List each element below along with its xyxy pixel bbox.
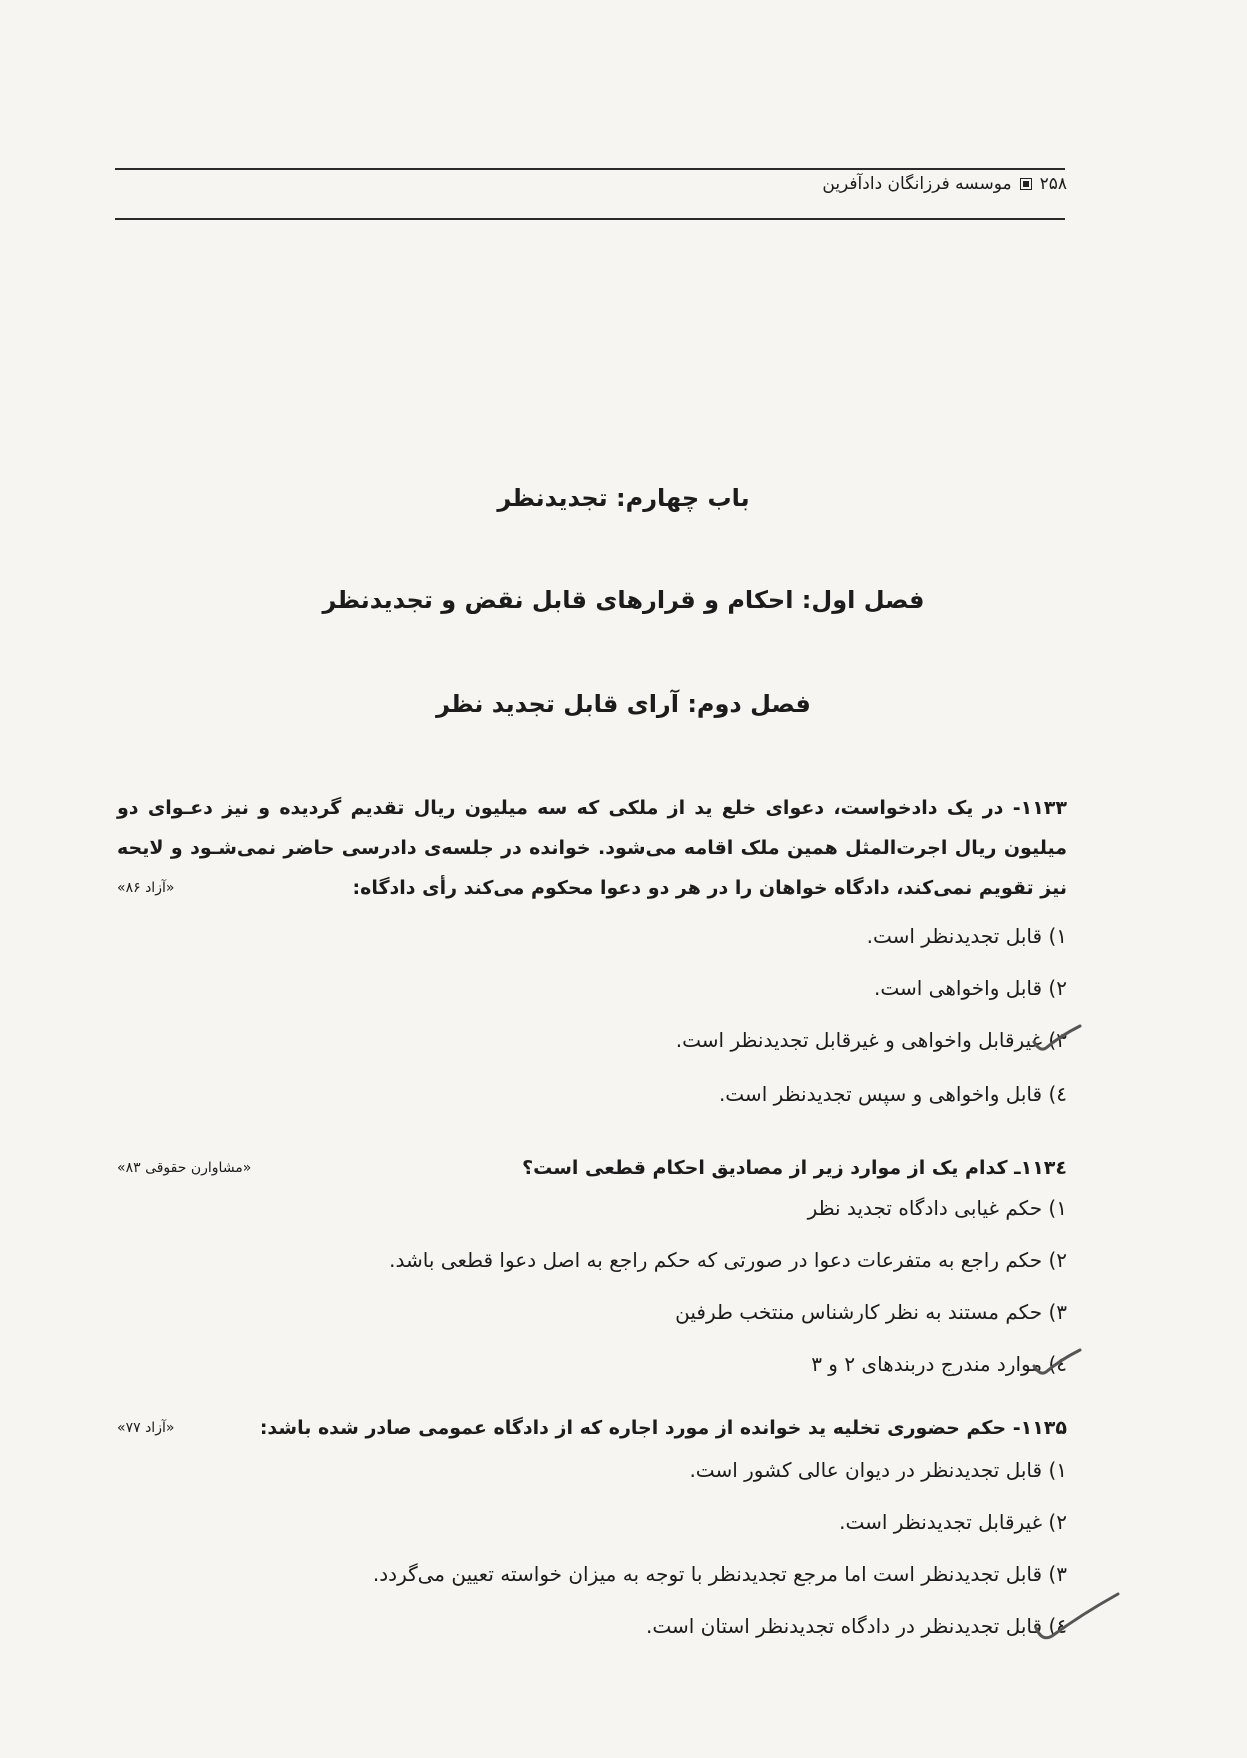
- page-number: ۲۵۸: [1039, 174, 1067, 194]
- pencil-checkmark-icon: [1030, 1346, 1084, 1380]
- question-1133: [117, 788, 1067, 908]
- question-source: «آزاد ۷۷»: [117, 1420, 175, 1436]
- pencil-checkmark-icon: [1030, 1022, 1084, 1056]
- header-top-rule: [115, 168, 1065, 170]
- option-1: ۱) قابل تجدیدنظر در دیوان عالی کشور است.: [689, 1458, 1067, 1482]
- question-1134: [117, 1148, 1067, 1188]
- option-3: ۳) قابل تجدیدنظر است اما مرجع تجدیدنظر با توجه به میزان خواسته تعیین می‌گردد.: [372, 1562, 1067, 1586]
- publisher-name: موسسه فرزانگان دادآفرین: [822, 174, 1012, 194]
- question-text: ۱۱۳۵- حکم حضوری تخلیه ید خوانده از مورد اجاره که از دادگاه عمومی صادر شده باشد:: [259, 1417, 1067, 1439]
- option-1: ۱) حکم غیابی دادگاه تجدید نظر: [807, 1196, 1067, 1220]
- option-4: ٤) موارد مندرج دربندهای ۲ و ۳: [811, 1352, 1067, 1376]
- question-text: ۱۱۳۳- در یک دادخواست، دعوای خلع ید از ملکی که سه میلیون ریال تقدیم گردیده و نیز دعـوای دو میلیون ریال اجرت‌المثل همین ملک اقامه می‌شود. خوانده در جلسه‌ی دادرسی حاضر نمی‌شـود و لایحه نیز تقویم نمی‌کند، دادگاه خواهان را در هر دو دعوا محکوم می‌کند رأی دادگاه:: [117, 797, 1067, 899]
- option-3: ۳) غیرقابل واخواهی و غیرقابل تجدیدنظر است.: [675, 1028, 1067, 1052]
- square-bullet-icon: [1020, 178, 1032, 190]
- option-2: ۲) قابل واخواهی است.: [874, 976, 1067, 1000]
- header-bottom-rule: [115, 218, 1065, 220]
- page-header: [822, 174, 1067, 194]
- section-heading-2: فصل دوم: آرای قابل تجدید نظر: [436, 690, 811, 718]
- chapter-heading: باب چهارم: تجدیدنظر: [497, 484, 750, 512]
- option-2: ۲) غیرقابل تجدیدنظر است.: [839, 1510, 1067, 1534]
- question-source: «مشاوارن حقوقی ۸۳»: [117, 1160, 252, 1176]
- option-4: ٤) قابل تجدیدنظر در دادگاه تجدیدنظر استان است.: [646, 1614, 1067, 1638]
- question-1135: [117, 1408, 1067, 1448]
- question-text: ۱۱۳٤ـ کدام یک از موارد زیر از مصادیق احکام قطعی است؟: [522, 1157, 1067, 1179]
- option-2: ۲) حکم راجع به متفرعات دعوا در صورتی که حکم راجع به اصل دعوا قطعی باشد.: [389, 1248, 1067, 1272]
- option-1: ۱) قابل تجدیدنظر است.: [866, 924, 1067, 948]
- section-heading-1: فصل اول: احکام و قرارهای قابل نقض و تجدیدنظر: [322, 586, 925, 614]
- question-source: «آزاد ۸۶»: [117, 880, 175, 896]
- option-3: ۳) حکم مستند به نظر کارشناس منتخب طرفین: [675, 1300, 1067, 1324]
- pencil-checkmark-icon: [1032, 1590, 1122, 1646]
- option-4: ٤) قابل واخواهی و سپس تجدیدنظر است.: [718, 1082, 1067, 1106]
